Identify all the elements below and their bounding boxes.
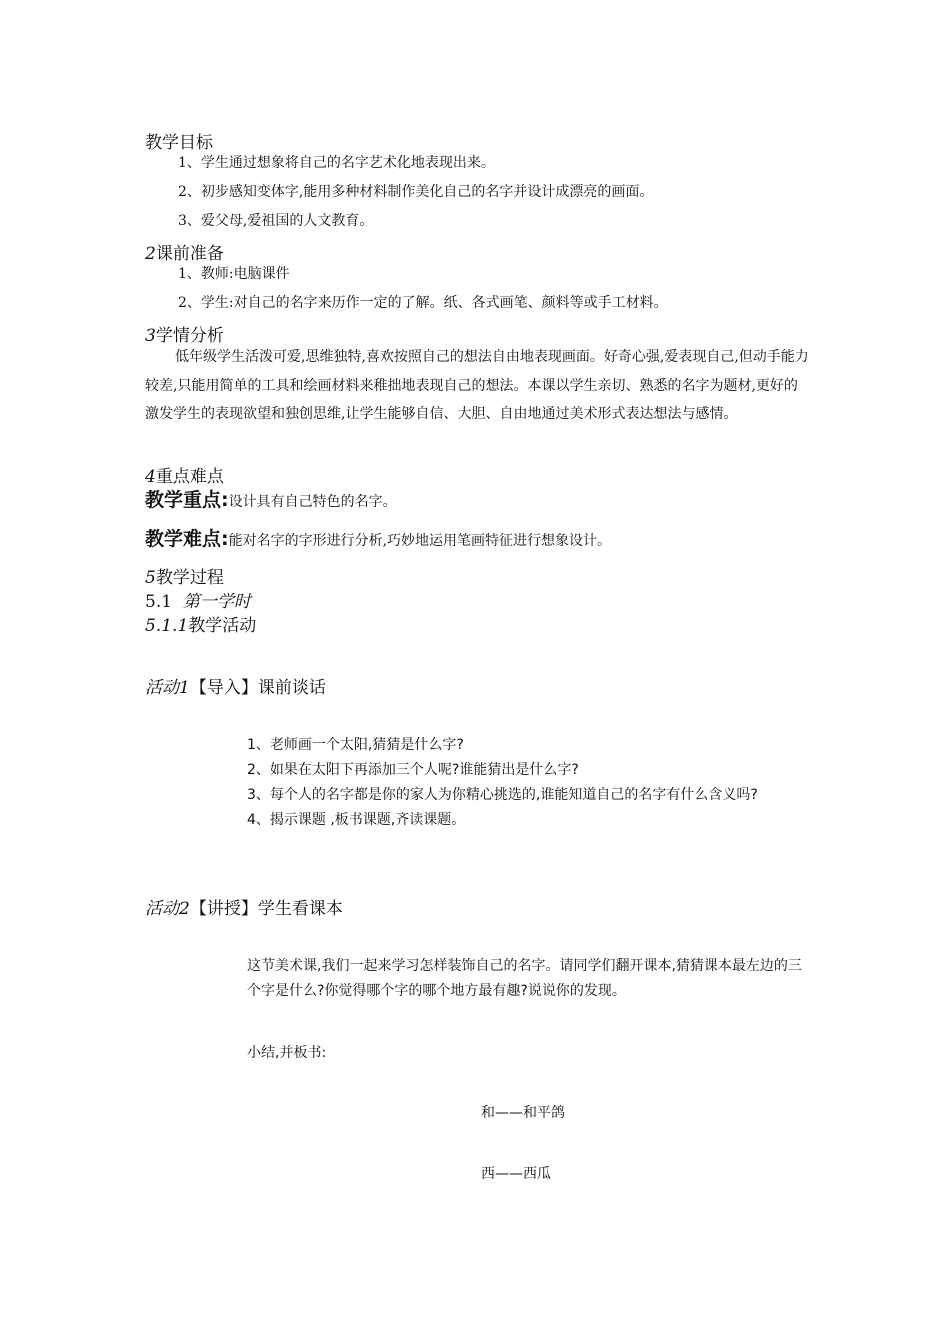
process-title: 教学过程 xyxy=(155,568,224,588)
list-item: 3、每个人的名字都是你的家人为你精心挑选的,谁能知道自己的名字有什么含义吗? xyxy=(247,787,758,803)
list-item: 1、老师画一个太阳,猜猜是什么字? xyxy=(247,737,464,753)
difficulty-label: 教学难点: xyxy=(145,528,229,550)
activity1-prefix: 活动 xyxy=(145,678,179,698)
process-heading xyxy=(145,563,224,588)
activity-number: 5.1.1 xyxy=(145,616,189,636)
goals-heading: 教学目标 xyxy=(145,133,213,153)
key-title: 重点难点 xyxy=(155,467,224,487)
board-line: 西——西瓜 xyxy=(481,1166,551,1182)
key-heading xyxy=(145,462,224,487)
focus-text: 设计具有自己特色的名字。 xyxy=(228,494,397,510)
difficulty-text: 能对名字的字形进行分析,巧妙地运用笔画特征进行想象设计。 xyxy=(228,533,612,549)
focus-label: 教学重点: xyxy=(145,489,229,511)
focus-line xyxy=(145,485,397,512)
lesson-number: 5.1 xyxy=(145,592,173,612)
list-item: 2、如果在太阳下再添加三个人呢?谁能猜出是什么字? xyxy=(247,762,579,778)
prep-title: 课前准备 xyxy=(155,244,224,264)
activity2-heading xyxy=(145,894,343,919)
list-item: 4、揭示课题 ,板书课题,齐读课题。 xyxy=(247,812,466,828)
analysis-number: 3 xyxy=(145,326,156,346)
activity1-title: 【导入】课前谈话 xyxy=(189,678,326,698)
prep-number: 2 xyxy=(145,244,156,264)
activity-title: 教学活动 xyxy=(188,616,257,636)
prep-heading xyxy=(145,239,224,264)
prep-item: 2、学生:对自己的名字来历作一定的了解。纸、各式画笔、颜料等或手工材料。 xyxy=(178,295,668,311)
board-line: 和——和平鸽 xyxy=(481,1105,565,1121)
activity-heading xyxy=(145,611,256,636)
activity1-number: 1 xyxy=(179,678,190,698)
key-number: 4 xyxy=(145,467,156,487)
goal-item: 3、爱父母,爱祖国的人文教育。 xyxy=(178,213,374,229)
activity1-heading xyxy=(145,673,326,698)
prep-item: 1、教师:电脑课件 xyxy=(178,266,290,282)
activity2-prefix: 活动 xyxy=(145,899,179,919)
difficulty-line xyxy=(145,524,611,551)
goal-item: 1、学生通过想象将自己的名字艺术化地表现出来。 xyxy=(178,155,495,171)
activity2-number: 2 xyxy=(179,899,190,919)
analysis-title: 学情分析 xyxy=(155,326,224,346)
summary-line: 小结,并板书: xyxy=(247,1045,327,1061)
analysis-paragraph: 低年级学生活泼可爱,思维独特,喜欢按照自己的想法自由地表现画面。好奇心强,爱表现自己,但动手能力较差,只能用简单的工具和绘画材料来稚拙地表现自己的想法。本课以学生亲切、熟悉的名字为题材,更好的激发学生的表现欲望和独创思维,让学生能够自信、大胆、自由地通过美术形式表达想法与感情。 xyxy=(145,349,809,422)
lesson-title: 第一学时 xyxy=(182,592,251,612)
process-number: 5 xyxy=(145,568,156,588)
activity2-title: 【讲授】学生看课本 xyxy=(189,899,343,919)
lesson-heading xyxy=(145,587,251,612)
activity2-paragraph: 这节美术课,我们一起来学习怎样装饰自己的名字。请同学们翻开课本,猜猜课本最左边的三个字是什么?你觉得哪个字的哪个地方最有趣?说说你的发现。 xyxy=(247,958,802,999)
goal-item: 2、初步感知变体字,能用多种材料制作美化自己的名字并设计成漂亮的画面。 xyxy=(178,184,654,200)
activity1-list xyxy=(247,733,817,833)
